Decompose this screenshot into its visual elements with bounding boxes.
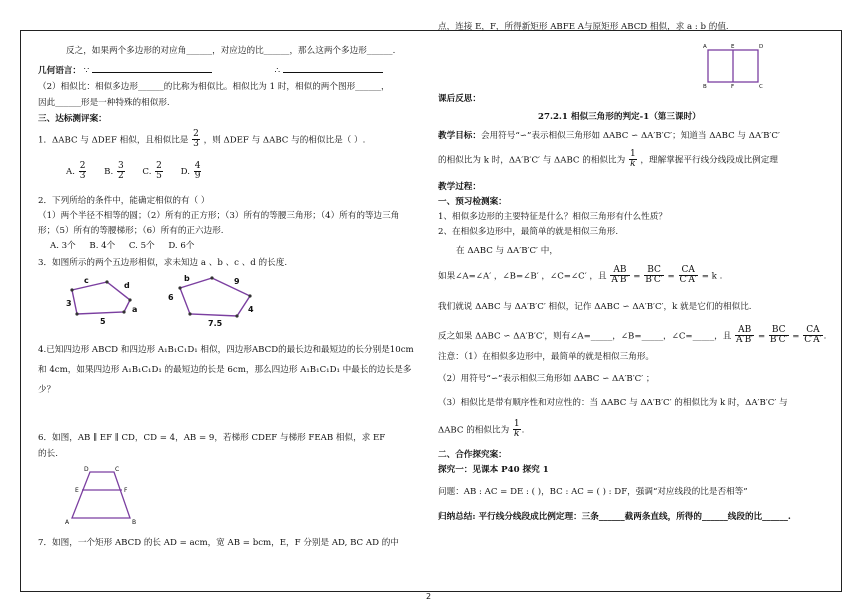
page-number: 2: [426, 592, 432, 601]
label-F: F: [124, 487, 128, 494]
label-D: D: [759, 44, 764, 50]
question-6-line-1: 6．如图，AB ∥ EF ∥ CD，CD = 4，AB = 9，若梯形 CDEF 与梯形 FEAB 相似，求 EF: [38, 433, 386, 443]
summary: 归纳总结: 平行线分线段成比例定理：三条______截两条直线，所得的______线段的比______.: [438, 512, 791, 522]
angle-conditions: 如果∠A=∠A′ ，∠B=∠B′ ，∠C=∠C′ ，且: [438, 271, 607, 282]
rectangle-figure: [700, 42, 770, 88]
question-1-text: 1．ΔABC 与 ΔDEF 相似，且相似比是: [38, 135, 189, 146]
ratio-numerator: AB: [735, 326, 754, 336]
ratio-denominator: B′C′: [769, 335, 788, 346]
label-A: A: [703, 44, 707, 50]
question-1-options: [66, 162, 202, 182]
note-4-text: ΔABC 的相似比为: [438, 425, 510, 436]
question-7: 7．如图，一个矩形 ABCD 的长 AD = acm，宽 AB = bcm，E，F 分别是 AD, BC AD 的中: [38, 538, 399, 548]
ratio-numerator: CA: [803, 326, 822, 336]
because-blank[interactable]: [92, 64, 212, 73]
fraction-numerator: 3: [117, 161, 124, 171]
label-4: 4: [248, 305, 254, 314]
question-2-options[interactable]: A. 3个 B. 4个 C. 5个 D. 6个: [50, 241, 195, 251]
option-letter: A.: [66, 167, 75, 178]
label-C: C: [115, 466, 120, 473]
converse-text: 反之，如果两个多边形的对应角______，对应边的比______，那么这两个多边形______.: [66, 46, 396, 56]
similarity-notation: 我们就说 ΔABC 与 ΔA′B′C′ 相似，记作 ΔABC ∽ ΔA′B′C′，k 就是它们的相似比.: [438, 302, 752, 312]
pentagon-figure: [62, 270, 292, 332]
preview-question-2: 2、在相似多边形中，最简单的就是相似三角形.: [438, 227, 619, 237]
fraction-denominator: 3: [79, 171, 86, 182]
note-4: [438, 420, 524, 440]
ratio-denominator: B′C′: [645, 275, 663, 286]
fraction-numerator: 1: [629, 149, 636, 159]
section-heading-preview: 一、预习检测案：: [438, 197, 507, 207]
teaching-goal-text: 会用符号“∽”表示相似三角形如 ΔABC ∽ ΔA′B′C′；知道当 ΔABC 与 ΔA′B′C′: [480, 131, 780, 141]
option-a[interactable]: [66, 161, 87, 182]
note-3: （3）相似比是带有顺序性和对应性的：当 ΔABC 与 ΔA′B′C′ 的相似比为 k 时，ΔA′B′C′ 与: [438, 398, 788, 408]
label-7-5: 7.5: [208, 319, 223, 328]
section-heading-explore: 二、合作探究案：: [438, 450, 507, 460]
ratio-denominator: C′A′: [679, 275, 697, 286]
trapezoid-figure: [62, 464, 142, 528]
label-A: A: [65, 519, 70, 526]
question-1: [38, 130, 365, 150]
teaching-goal-label: 教学目标：: [438, 131, 481, 141]
label-3: 3: [66, 299, 72, 308]
fraction-denominator: 5: [156, 171, 162, 182]
label-E: E: [75, 487, 79, 494]
fraction-numerator: 4: [194, 161, 201, 171]
fraction-denominator: 3: [193, 139, 199, 150]
ratio-numerator: BC: [769, 326, 789, 336]
teaching-goal-line-2: [438, 150, 778, 170]
section-heading-assessment: 三、达标测评案：: [38, 114, 107, 124]
converse-statement: 反之如果 ΔABC ∽ ΔA′B′C′，则有∠A=_____，∠B=_____，∠C=_____，且 $\frac{AB}{A'B'}$ = $\frac{BC}{B'C'}$ = $\frac{CA}{C'A'}$ .: [438, 325, 827, 346]
option-letter: D.: [180, 167, 190, 178]
question-1-fraction: [192, 130, 200, 150]
explore-1: 探究一：见课本 P40 探究 1: [438, 465, 549, 475]
similarity-ratio-text-2: 因此______形是一种特殊的相似形.: [38, 98, 170, 108]
ratio-numerator: AB: [610, 266, 629, 276]
ratio-denominator: A′B′: [611, 275, 629, 286]
fraction-denominator: 2: [117, 171, 124, 182]
question-4-line-3: 少？: [38, 385, 56, 395]
label-C: C: [759, 84, 763, 88]
teaching-goal-text-2: 的相似比为 k 时，ΔA′B′C′ 与 ΔABC 的相似比为: [438, 155, 626, 166]
ratio-numerator: BC: [644, 266, 664, 276]
period: .: [521, 425, 525, 436]
note-1-text: 注意：（1）在相似多边形中，最简单的就是相似三角形。: [438, 352, 655, 362]
question-2: 2．下列所给的条件中，能确定相似的有（ ）: [38, 196, 210, 206]
teaching-goal-text-3: ，理解掌握平行线分线段成比例定理: [640, 155, 778, 166]
fraction-numerator: 1: [513, 419, 520, 429]
lesson-title: 27.2.1 相似三角形的判定-1（第三课时）: [538, 112, 701, 122]
option-letter: B.: [104, 167, 114, 178]
question-1-tail: ，则 ΔDEF 与 ΔABC 与的相似比是（ ）.: [203, 135, 366, 146]
label-B: B: [132, 519, 137, 526]
fraction-numerator: 2: [79, 161, 86, 171]
reflection-heading: 课后反思：: [438, 94, 481, 104]
similarity-ratio-text: （2）相似比：相似多边形______的比称为相似比。相似比为 1 时，相似的两个图形______，: [38, 82, 390, 92]
label-c: c: [84, 276, 89, 285]
converse-text: 反之如果 ΔABC ∽ ΔA′B′C′，则有∠A=_____，∠B=_____，∠C=_____，且: [438, 331, 732, 342]
option-b[interactable]: [104, 161, 126, 182]
label-b: b: [184, 274, 190, 283]
geometry-language: [38, 64, 383, 77]
option-letter: C.: [142, 167, 152, 178]
label-6: 6: [168, 293, 174, 302]
fraction-denominator: k: [514, 429, 520, 440]
fraction-denominator: k: [630, 159, 636, 170]
fraction-denominator: 9: [194, 171, 201, 182]
ratio-denominator: A′B′: [736, 335, 754, 346]
teaching-process-heading: 教学过程：: [438, 182, 481, 192]
fraction-numerator: 2: [193, 129, 199, 139]
label-9: 9: [234, 277, 240, 286]
option-d[interactable]: [180, 161, 203, 182]
question-2-conditions-2: 形；（5）所有的等腰梯形；（6）所有的正六边形.: [38, 226, 224, 236]
question-4-line-2: 和 4cm，如果四边形 A₁B₁C₁D₁ 的最短边的长是 6cm，那么四边形 A₁B₁C₁D₁ 中最长的边长是多: [38, 365, 412, 375]
question-7-continued: 点，连接 E，F，所得新矩形 ABFE A与原矩形 ABCD 相似，求 a : b 的值.: [438, 22, 729, 32]
label-5: 5: [100, 317, 106, 326]
label-a: a: [132, 305, 138, 314]
therefore-symbol: ∴: [274, 66, 281, 76]
label-E: E: [731, 44, 735, 50]
option-c[interactable]: [142, 161, 163, 182]
because-symbol: ∵: [83, 66, 90, 76]
explore-question: 问题：AB : AC = DE : ( )，BC : AC = ( ) : DF，强调“对应线段的比是否相等”: [438, 487, 748, 497]
triangle-context: 在 ΔABC 与 ΔA′B′C′ 中，: [456, 246, 558, 256]
label-B: B: [703, 84, 707, 88]
question-3: 3．如图所示的两个五边形相似，求未知边 a 、b 、c 、d 的长度.: [38, 258, 288, 268]
note-1: [438, 352, 654, 363]
ratio-equals-k: = k .: [701, 271, 723, 282]
question-4-line-1: 4.已知四边形 ABCD 和四边形 A₁B₁C₁D₁ 相似，四边形ABCD的最长边和最短边的长分别是10cm: [38, 345, 414, 355]
question-2-conditions-1: （1）两个半径不相等的圆；（2）所有的正方形；（3）所有的等腰三角形；（4）所有的等边三角: [38, 211, 400, 221]
ratio-numerator: CA: [679, 266, 698, 276]
therefore-blank[interactable]: [283, 64, 383, 73]
preview-question-1: 1、相似多边形的主要特征是什么？相似三角形有什么性质？: [438, 212, 667, 222]
period: .: [823, 331, 827, 342]
note-2: （2）用符号“∽”表示相似三角形如 ΔABC ∽ ΔA′B′C′ ；: [438, 374, 655, 384]
label-F: F: [731, 84, 735, 88]
label-D: D: [84, 466, 89, 473]
ratio-denominator: C′A′: [804, 335, 822, 346]
teaching-goal-line-1: [438, 131, 780, 142]
label-d: d: [124, 281, 130, 290]
similarity-definition: 如果∠A=∠A′ ，∠B=∠B′ ，∠C=∠C′ ，且 $\frac{AB}{A'B'}$ = $\frac{BC}{B'C'}$ = $\frac{CA}{C'A'}$ = k .: [438, 265, 723, 286]
fraction-numerator: 2: [156, 161, 162, 171]
geometry-language-label: 几何语言：: [38, 66, 81, 76]
question-6-line-2: 的长.: [38, 449, 58, 459]
